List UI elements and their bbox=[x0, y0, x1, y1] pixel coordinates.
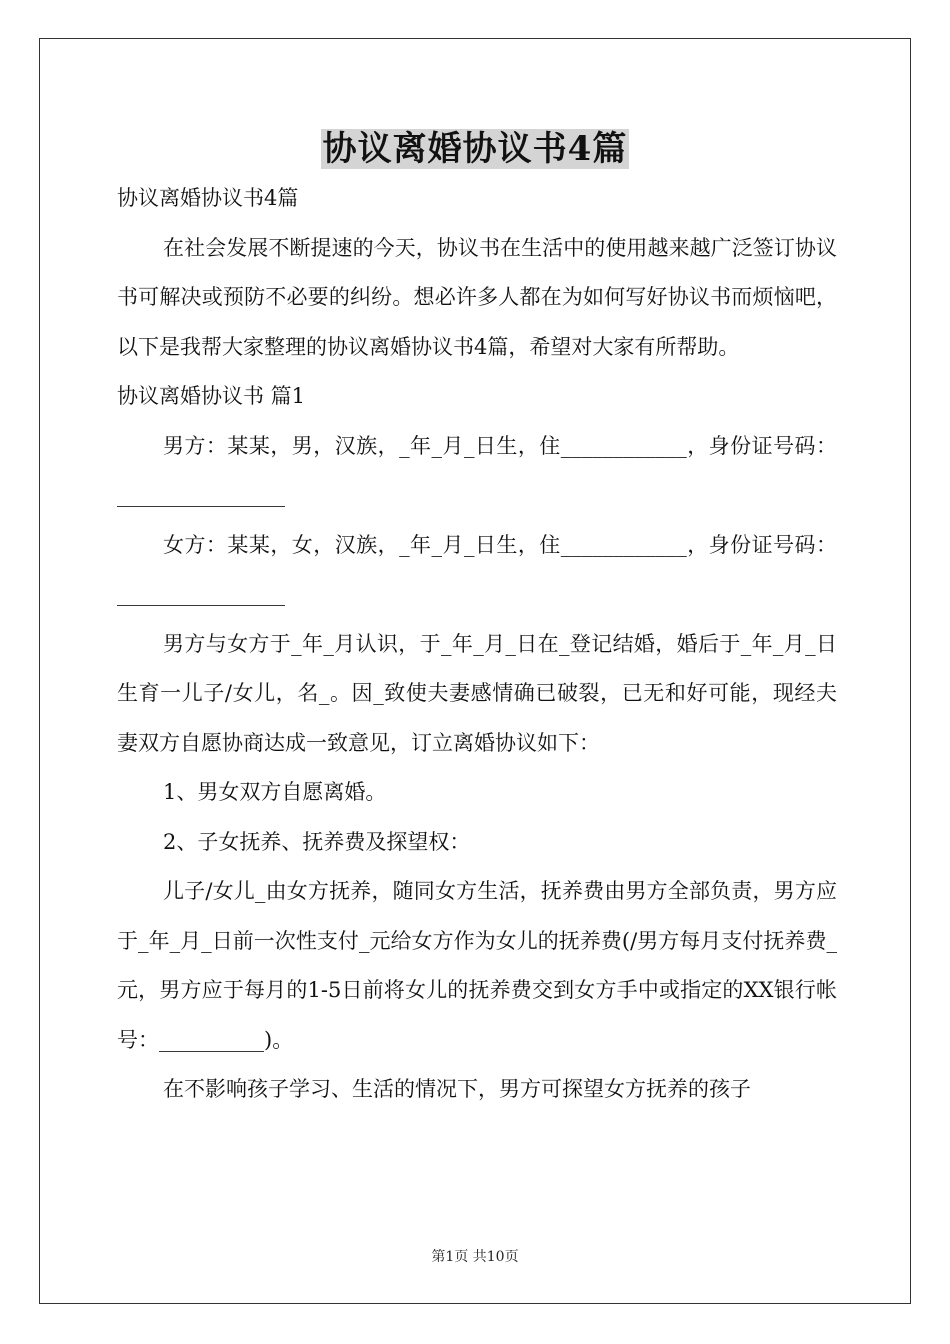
paragraph-custody: 儿子/女儿_由女方抚养，随同女方生活，抚养费由男方全部负责，男方应于_年_月_日前一次性支付_元给女方作为女儿的抚养费(/男方每月支付抚养费_元，男方应于每月的1-5日前将女儿的抚养费交到女方手中或指定的XX银行帐号：__________)。 bbox=[117, 879, 837, 1052]
paragraph-female-party: 女方：某某，女，汉族，_年_月_日生，住____________，身份证号码：________________ bbox=[117, 532, 837, 606]
paragraph-visitation: 在不影响孩子学习、生活的情况下，男方可探望女方抚养的孩子 bbox=[163, 1077, 751, 1101]
document-title-text: 协议离婚协议书4篇 bbox=[322, 129, 628, 169]
page-footer: 第1页 共10页 bbox=[431, 1249, 519, 1265]
paragraph-intro: 在社会发展不断提速的今天，协议书在生活中的使用越来越广泛签订协议书可解决或预防不必要的纠纷。想必许多人都在为如何写好协议书而烦恼吧，以下是我帮大家整理的协议离婚协议书4篇，希望对大家有所帮助。 bbox=[117, 235, 837, 359]
paragraph-marriage-facts: 男方与女方于_年_月认识，于_年_月_日在_登记结婚，婚后于_年_月_日生育一儿子/女儿，名_。因_致使夫妻感情确已破裂，已无和好可能，现经夫妻双方自愿协商达成一致意见，订立离婚协议如下： bbox=[117, 631, 837, 755]
paragraph-clause-2: 2、子女抚养、抚养费及探望权： bbox=[163, 829, 471, 854]
paragraph-section-heading: 协议离婚协议书 篇1 bbox=[117, 384, 306, 408]
paragraph-clause-1: 1、男女双方自愿离婚。 bbox=[163, 780, 387, 804]
document-title bbox=[0, 124, 950, 174]
paragraph-subtitle: 协议离婚协议书4篇 bbox=[117, 186, 299, 210]
paragraph-male-party: 男方：某某，男，汉族，_年_月_日生，住____________，身份证号码：________________ bbox=[117, 433, 837, 507]
document-body bbox=[117, 174, 837, 1115]
